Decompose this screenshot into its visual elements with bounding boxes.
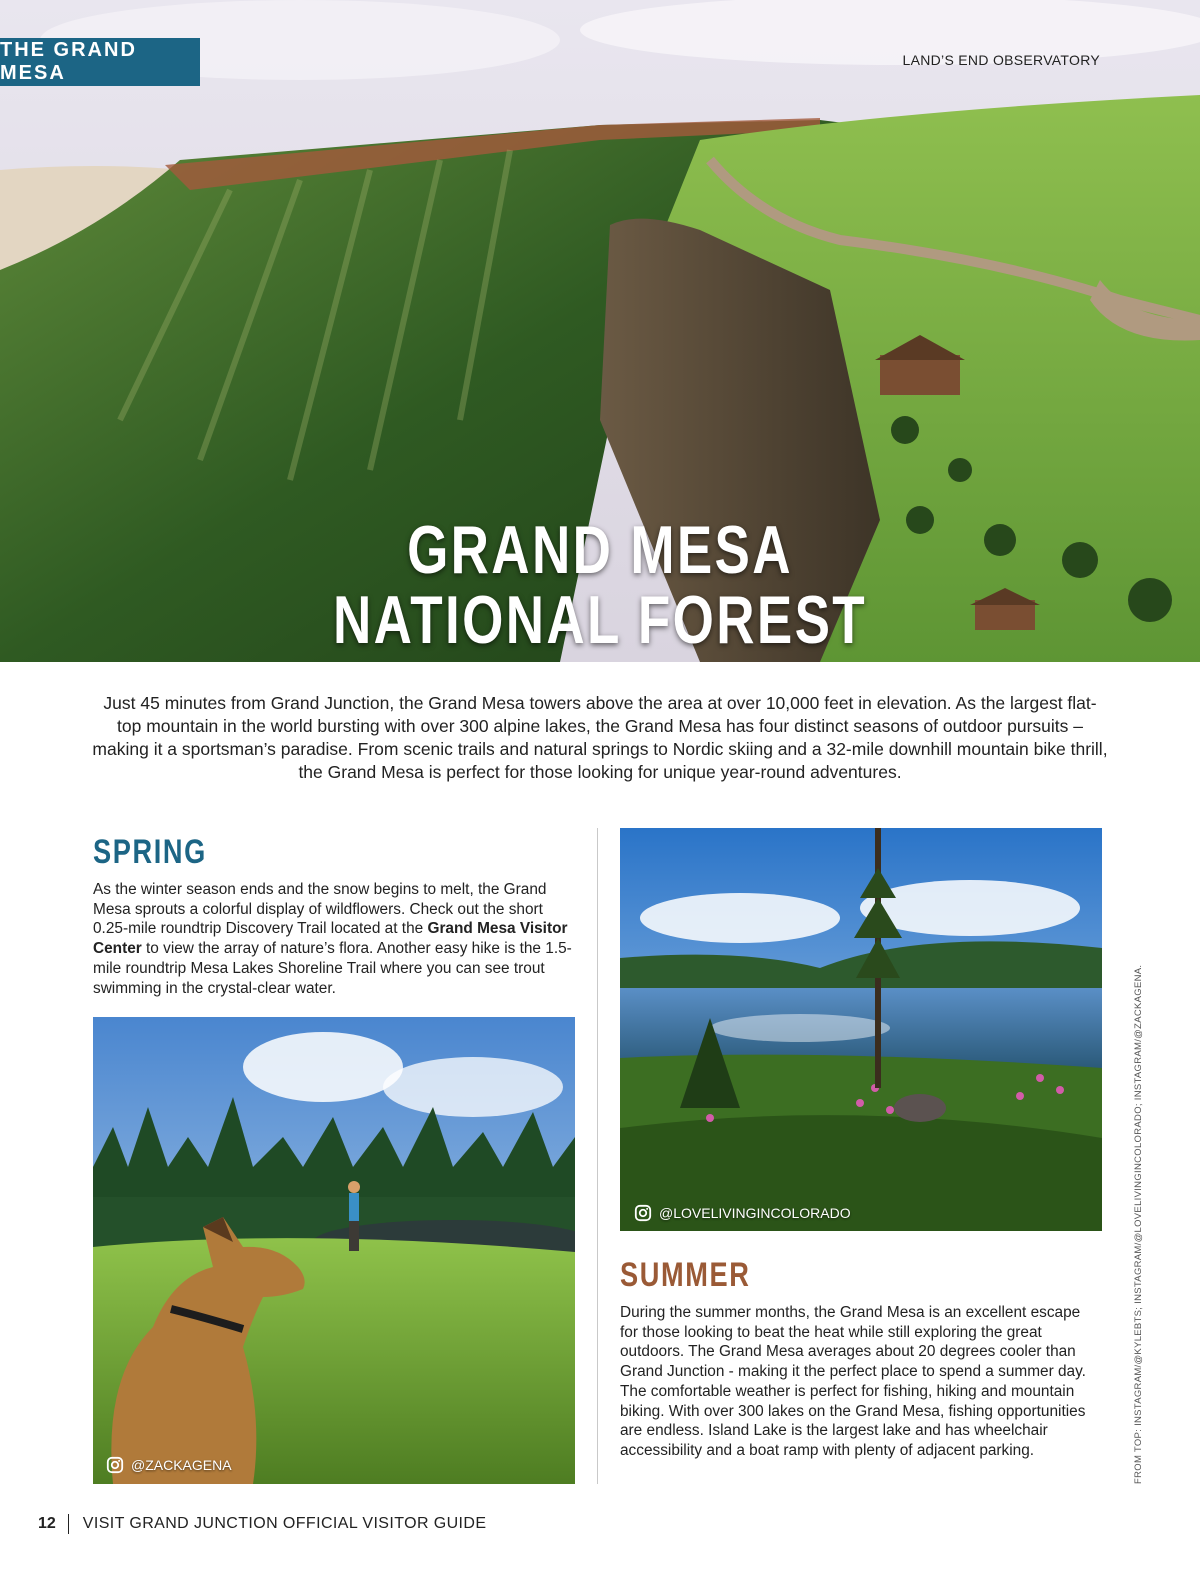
photo-location-label: LAND’S END OBSERVATORY: [902, 52, 1100, 68]
visitor-center-link-text: Grand Mesa Visitor Center: [93, 920, 568, 958]
spring-paragraph: [93, 880, 577, 998]
photo-credits-vertical: FROM TOP: INSTAGRAM/@KYLEBTS; INSTAGRAM/@LOVELIVINGINCOLORADO; INSTAGRAM/@ZACKAGENA.: [1133, 964, 1144, 1484]
publication-title: VISIT GRAND JUNCTION OFFICIAL VISITOR GUIDE: [82, 1515, 487, 1532]
page-number: 12: [38, 1515, 56, 1532]
spring-heading: SPRING: [93, 833, 207, 871]
page-title-line-1: GRAND MESA: [407, 512, 793, 588]
spring-photo-credit-text: @ZACKAGENA: [131, 1457, 232, 1473]
column-divider: [597, 828, 598, 1484]
page-footer: [38, 1514, 486, 1534]
dog-and-angler-image: [93, 1017, 575, 1484]
page-title: [132, 512, 1068, 658]
summer-paragraph: During the summer months, the Grand Mesa is an excellent escape for those looking to beat the heat while still exploring the great outdoors. The Grand Mesa averages about 20 degrees cooler than Grand Junction - making it the perfect place to spend a summer day. The comfortable weather is perfect for fishing, hiking and mountain biking. With over 300 lakes on the Grand Mesa, fishing opportunities are endless. Island Lake is the largest lake and has wheelchair accessibility and a boat ramp with plenty of adjacent parking.: [620, 1304, 1086, 1459]
instagram-icon: [634, 1204, 652, 1222]
spring-photo: [93, 1017, 575, 1484]
section-tab: THE GRAND MESA: [0, 38, 200, 86]
hero-photo: [0, 0, 1200, 662]
summer-heading: SUMMER: [620, 1256, 751, 1294]
summer-photo-credit: [634, 1204, 851, 1222]
summer-photo: [620, 828, 1102, 1231]
spring-text-part-1: As the winter season ends and the snow begins to melt, the Grand Mesa sprouts a colorful display of wildflowers. Check out the short 0.25-mile roundtrip Discovery Trail located at the: [93, 881, 547, 938]
lake-and-pine-image: [620, 828, 1102, 1231]
instagram-icon: [106, 1456, 124, 1474]
summer-photo-credit-text: @LOVELIVINGINCOLORADO: [659, 1205, 851, 1221]
page-title-line-2: NATIONAL FOREST: [332, 582, 868, 658]
footer-divider: [68, 1514, 69, 1534]
spring-text-part-2: to view the array of nature’s flora. Another easy hike is the 1.5-mile roundtrip Mesa Lakes Shoreline Trail where you can see trout swimming in the crystal-clear water.: [93, 940, 572, 997]
intro-paragraph: Just 45 minutes from Grand Junction, the Grand Mesa towers above the area at over 10,000 feet in elevation. As the largest flat-top mountain in the world bursting with over 300 alpine lakes, the Grand Mesa has four distinct seasons of outdoor pursuits – making it a sportsman’s paradise. From scenic trails and natural springs to Nordic skiing and a 32-mile downhill mountain bike thrill, the Grand Mesa is perfect for those looking for unique year-round adventures.: [92, 693, 1108, 782]
spring-photo-credit: [106, 1456, 232, 1474]
